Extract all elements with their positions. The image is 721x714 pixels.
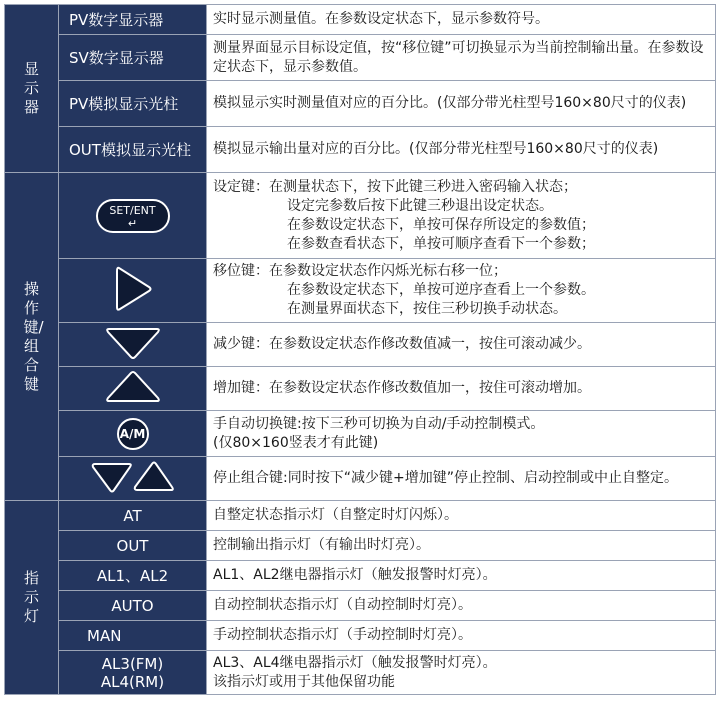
indicator-desc: 自整定状态指示灯（自整定时灯闪烁）。 — [207, 501, 716, 531]
table-row — [5, 367, 716, 411]
indicator-name-line: AL3(FM) — [101, 654, 164, 673]
desc-line: (仅80×160竖表才有此键) — [213, 434, 379, 451]
desc-line: 在参数查看状态下，单按可顺序查看下一个参数； — [287, 235, 595, 252]
table-row — [5, 81, 716, 127]
right-triangle-icon — [113, 265, 153, 313]
up-triangle-icon — [105, 370, 161, 404]
set-key-desc — [207, 173, 716, 259]
table-row — [5, 323, 716, 367]
set-ent-button[interactable] — [96, 199, 170, 233]
indicator-desc: 手动控制状态指示灯（手动控制时灯亮）。 — [207, 621, 716, 651]
up-key-desc: 增加键：在参数设定状态作修改数值加一，按住可滚动增加。 — [207, 367, 716, 411]
indicator-name-line: AL4(RM) — [100, 672, 165, 691]
indicator-name: MAN — [59, 621, 207, 651]
parameter-table — [4, 4, 715, 695]
desc-line: 移位键：在参数设定状态作闪烁光标右移一位； — [213, 263, 507, 279]
up-key[interactable] — [59, 367, 207, 411]
indicator-desc: 自动控制状态指示灯（自动控制时灯亮）。 — [207, 591, 716, 621]
table-row — [5, 501, 716, 531]
row-name: OUT模拟显示光柱 — [59, 127, 207, 173]
table-row — [5, 561, 716, 591]
down-up-triangles-icon — [91, 460, 175, 494]
table-row — [5, 531, 716, 561]
enter-icon: ↵ — [127, 216, 138, 230]
indicator-desc: 控制输出指示灯（有输出时灯亮）。 — [207, 531, 716, 561]
down-key[interactable] — [59, 323, 207, 367]
row-desc: 测量界面显示目标设定值，按“移位键”可切换显示为当前控制输出量。在参数设定状态下，显示参数值。 — [207, 35, 716, 81]
shift-key[interactable] — [59, 259, 207, 323]
stop-combo-key[interactable] — [59, 457, 207, 501]
table-row — [5, 5, 716, 35]
indicator-name: AL1、AL2 — [59, 561, 207, 591]
section-keys: 操作键/组合键 — [5, 173, 59, 501]
indicator-name — [59, 651, 207, 695]
table-row — [5, 259, 716, 323]
am-key[interactable] — [59, 411, 207, 457]
indicator-desc: AL1、AL2继电器指示灯（触发报警时灯亮）。 — [207, 561, 716, 591]
table-row — [5, 457, 716, 501]
section-indicators: 指示灯 — [5, 501, 59, 695]
am-button[interactable]: A/M — [117, 418, 149, 450]
stop-combo-desc: 停止组合键:同时按下“减少键+增加键”停止控制、启动控制或中止自整定。 — [207, 457, 716, 501]
row-desc: 实时显示测量值。在参数设定状态下，显示参数符号。 — [207, 5, 716, 35]
desc-line: AL3、AL4继电器指示灯（触发报警时灯亮）。 — [213, 654, 497, 671]
shift-key-desc — [207, 259, 716, 323]
desc-line: 在参数设定状态下，单按可逆序查看上一个参数。 — [287, 282, 595, 298]
desc-line: 设定完参数后按下此键三秒退出设定状态。 — [287, 197, 553, 214]
table-row — [5, 651, 716, 695]
table-row — [5, 411, 716, 457]
desc-line: 该指示灯或用于其他保留功能 — [213, 673, 395, 690]
row-name: PV数字显示器 — [59, 5, 207, 35]
desc-line: 在测量界面状态下，按住三秒切换手动状态。 — [287, 301, 567, 317]
table-row — [5, 621, 716, 651]
table-row — [5, 127, 716, 173]
row-desc: 模拟显示实时测量值对应的百分比。(仅部分带光柱型号160×80尺寸的仪表) — [207, 81, 716, 127]
desc-line: 在参数设定状态下，单按可保存所设定的参数值； — [287, 216, 595, 233]
down-key-desc: 减少键：在参数设定状态作修改数值减一，按住可滚动减少。 — [207, 323, 716, 367]
row-name: SV数字显示器 — [59, 35, 207, 81]
section-display: 显示器 — [5, 5, 59, 173]
am-key-desc — [207, 411, 716, 457]
indicator-name: AUTO — [59, 591, 207, 621]
desc-line: 手自动切换键:按下三秒可切换为自动/手动控制模式。 — [213, 415, 545, 432]
table-row — [5, 35, 716, 81]
indicator-name: OUT — [59, 531, 207, 561]
table-row — [5, 591, 716, 621]
set-ent-key[interactable] — [59, 173, 207, 259]
down-triangle-icon — [105, 326, 161, 360]
set-ent-label: SET/ENT — [109, 203, 156, 217]
table-row — [5, 173, 716, 259]
indicator-name: AT — [59, 501, 207, 531]
desc-line: 设定键：在测量状态下，按下此键三秒进入密码输入状态； — [213, 178, 577, 195]
row-desc: 模拟显示输出量对应的百分比。(仅部分带光柱型号160×80尺寸的仪表) — [207, 127, 716, 173]
indicator-desc — [207, 651, 716, 695]
row-name: PV模拟显示光柱 — [59, 81, 207, 127]
